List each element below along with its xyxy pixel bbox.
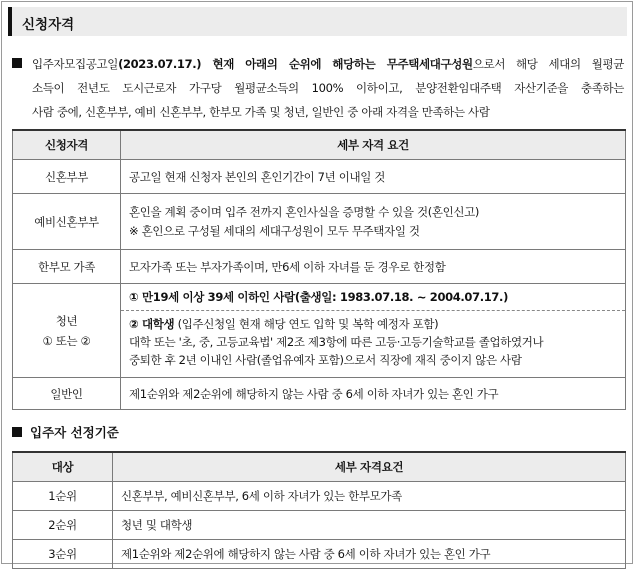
prospective-detail-line-2: ※ 혼인으로 구성될 세대의 세대구성원이 모두 무주택자일 것	[129, 223, 420, 238]
row-detail-prospective	[121, 194, 626, 250]
rank-1-detail: 신혼부부, 예비신혼부부, 6세 이하 자녀가 있는 한부모가족	[113, 482, 626, 511]
youth-option-2-line-1	[129, 315, 617, 333]
row-detail-newlywed: 공고일 현재 신청자 본인의 혼인기간이 7년 이내일 것	[121, 160, 626, 194]
intro-line-3: 사람 중에, 신혼부부, 예비 신혼부부, 한부모 가족 및 청년, 일반인 중 아래 자격을 만족하는 사람	[32, 105, 490, 119]
table-row	[13, 250, 626, 284]
square-bullet-icon	[12, 58, 22, 68]
selection-criteria-table	[12, 451, 626, 569]
table-header-row	[13, 452, 626, 482]
youth-option-2-line-3: 중퇴한 후 2년 이내인 사람(졸업유예자 포함)으로서 직장에 재직 중이지 않은 사람	[129, 353, 522, 367]
youth-option-2-rest: (입주신청일 현재 해당 연도 입학 및 복학 예정자 포함)	[174, 317, 439, 331]
row-detail-youth	[121, 284, 626, 378]
youth-option-2	[129, 311, 617, 369]
row-detail-general: 제1순위와 제2순위에 해당하지 않는 사람 중 6세 이하 자녀가 있는 혼인 가구	[121, 378, 626, 410]
youth-option-1: ① 만19세 이상 39세 이하인 사람(출생일: 1983.07.18. ~ 2004.07.17.)	[121, 284, 625, 311]
row-detail-single-parent: 모자가족 또는 부자가족이며, 만6세 이하 자녀를 둔 경우로 한정함	[121, 250, 626, 284]
youth-option-2-line-2: 대학 또는 '초, 중, 고등교육법' 제2조 제3항에 따른 고등·고등기술학교를 졸업하였거나	[129, 335, 544, 349]
table-row	[13, 160, 626, 194]
header-target: 대상	[13, 452, 113, 482]
header-detail: 세부 자격 요건	[121, 130, 626, 160]
header-eligibility: 신청자격	[13, 130, 121, 160]
eligibility-table	[12, 129, 626, 410]
selection-criteria-heading	[12, 423, 119, 441]
prospective-detail-line-1: 혼인을 계획 중이며 입주 전까지 혼인사실을 증명할 수 있을 것(혼인신고)	[129, 204, 480, 219]
row-label-newlywed: 신혼부부	[13, 160, 121, 194]
rank-3-label: 3순위	[13, 540, 113, 569]
selection-criteria-title: 입주자 선정기준	[30, 425, 119, 440]
row-label-youth	[13, 284, 121, 378]
intro-line-1	[32, 52, 624, 76]
table-row	[13, 284, 626, 378]
table-row	[13, 511, 626, 540]
row-label-single-parent: 한부모 가족	[13, 250, 121, 284]
row-label-prospective: 예비신혼부부	[13, 194, 121, 250]
youth-option-2-bold: ② 대학생	[129, 317, 175, 331]
intro-paragraph	[12, 52, 624, 124]
section-title-bar	[8, 7, 627, 36]
table-row	[13, 482, 626, 511]
table-row	[13, 194, 626, 250]
table-row	[13, 540, 626, 569]
row-label-general: 일반인	[13, 378, 121, 410]
rank-2-label: 2순위	[13, 511, 113, 540]
intro-line-2: 소득이 전년도 도시근로자 가구당 월평균소득의 100% 이하이고, 분양전환임대주택 자산기준을 충족하는	[32, 81, 624, 95]
youth-label-line-2: ① 또는 ②	[42, 333, 91, 348]
intro-line1-post: 으로서 해당 세대의 월평균	[472, 57, 624, 71]
youth-label-line-1: 청년	[55, 313, 78, 328]
intro-line1-pre: 입주자모집공고일	[32, 57, 119, 71]
square-bullet-icon	[12, 427, 22, 437]
table-row	[13, 378, 626, 410]
header-detail-requirements: 세부 자격요건	[113, 452, 626, 482]
rank-3-detail: 제1순위와 제2순위에 해당하지 않는 사람 중 6세 이하 자녀가 있는 혼인 가구	[113, 540, 626, 569]
intro-line1-bold: (2023.07.17.) 현재 아래의 순위에 해당하는 무주택세대구성원	[118, 57, 473, 71]
rank-2-detail: 청년 및 대학생	[113, 511, 626, 540]
section-title: 신청자격	[22, 17, 75, 33]
table-header-row	[13, 130, 626, 160]
rank-1-label: 1순위	[13, 482, 113, 511]
